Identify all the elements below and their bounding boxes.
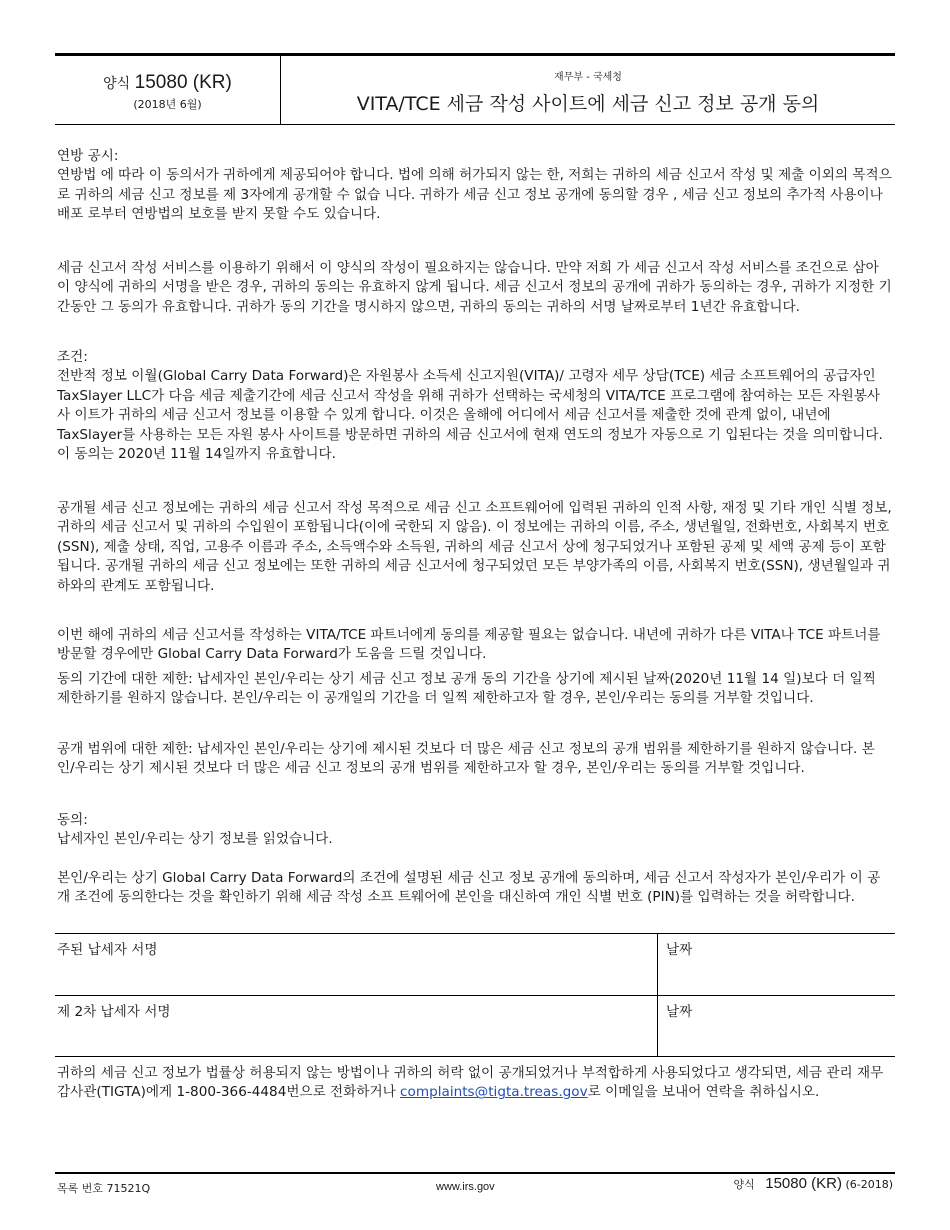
tigta-text-before: 귀하의 세금 신고 정보가 법률상 허용되지 않는 방법이나 귀하의 허락 없이 공개되었거나 부적합하게 사용되었다고 생각되면, 세금 관리 재무 감사관(TIGTA)에게 1-800-366-4484번으로 전화하거나 [57, 1065, 884, 1101]
terms-paragraph-4: 동의 기간에 대한 제한: 납세자인 본인/우리는 상기 세금 신고 정보 공개 동의 기간을 상기에 제시된 날짜(2020년 11월 14 일)보다 더 일찍 제한하기를 원하지 않습니다. 본인/우리는 이 공개일의 기간을 더 일찍 제한하고자 할 경우, 본인/우리는 동의를 거부할 것입니다. [57, 671, 876, 707]
terms-paragraph-5: 공개 범위에 대한 제한: 납세자인 본인/우리는 상기에 제시된 것보다 더 많은 세금 신고 정보의 공개 범위를 제한하기를 원하지 않습니다. 본 인/우리는 상기 제시된 것보다 더 많은 세금 신고 정보의 공개 범위를 제한하고자 할 경우, 본인/우리는 동의를 거부할 것입니다. [57, 741, 875, 777]
consent-paragraph-2: 본인/우리는 상기 Global Carry Data Forward의 조건에 설명된 세금 신고 정보 공개에 동의하며, 세금 신고서 작성자가 본인/우리가 이 공개 조건에 동의한다는 것을 확인하기 위해 세금 작성 소프 트웨어에 본인을 대신하여 개인 식별 번호 (PIN)를 입력하는 것을 허락합니다. [57, 870, 881, 906]
form-title-box [281, 56, 895, 124]
page-title: VITA/TCE 세금 작성 사이트에 세금 신고 정보 공개 동의 [356, 93, 820, 115]
form-date: (2018년 6월) [133, 98, 202, 111]
scope-limit-section [57, 740, 893, 779]
primary-date-field[interactable] [658, 934, 895, 995]
service-text: 세금 신고서 작성 서비스를 이용하기 위해서 이 양식의 작성이 필요하지는 않습니다. 만약 저희 가 세금 신고서 작성 서비스를 조건으로 삼아 이 양식에 귀하의 서명을 받은 경우, 귀하의 동의는 유효하지 않게 됩니다. 세금 신고서 정보의 공개에 귀하가 동의하는 경우, 귀하가 지정한 기간동안 그 동의가 유효합니다. 귀하가 동의 기간을 명시하지 않으면, 귀하의 동의는 귀하의 서명 날짜로부터 1년간 유효합니다. [57, 260, 892, 315]
primary-signature-field[interactable] [55, 934, 658, 995]
duration-limit-section [57, 670, 893, 709]
website-link[interactable]: www.irs.gov [436, 1181, 495, 1193]
primary-date-label: 날짜 [666, 942, 693, 958]
service-section [57, 259, 893, 317]
terms-partner-section [57, 626, 893, 665]
secondary-date-label: 날짜 [666, 1004, 693, 1020]
primary-signature-row [55, 933, 895, 995]
tigta-section [57, 1064, 895, 1103]
footer-form-revision: (6-2018) [845, 1178, 893, 1191]
consent-section [57, 811, 893, 850]
header-bottom-rule [55, 124, 895, 125]
form-id-box [55, 56, 281, 124]
footer-form-prefix: 양식 [733, 1178, 755, 1191]
terms-section [57, 348, 893, 464]
consent-heading: 동의: [57, 812, 88, 828]
footer-form-id [733, 1175, 893, 1192]
secondary-date-field[interactable] [658, 996, 895, 1057]
agency-name: 재무부 - 국세청 [554, 72, 622, 83]
tigta-email-link[interactable]: complaints@tigta.treas.gov [400, 1084, 588, 1101]
terms-heading: 조건: [57, 349, 88, 365]
consent-paragraph-1: 납세자인 본인/우리는 상기 정보를 읽었습니다. [57, 831, 333, 848]
signature-table [55, 933, 895, 1057]
terms-disclosure-section [57, 499, 893, 596]
terms-paragraph-3: 이번 해에 귀하의 세금 신고서를 작성하는 VITA/TCE 파트너에게 동의를 제공할 필요는 없습니다. 내년에 귀하가 다른 VITA나 TCE 파트너를 방문할 경우에만 Global Carry Data Forward가 도움을 드릴 것입니다. [57, 627, 881, 663]
form-prefix: 양식 [103, 76, 131, 92]
catalog-number: 목록 번호 71521Q [57, 1182, 151, 1195]
secondary-signature-row [55, 995, 895, 1057]
federal-notice-section [57, 147, 893, 225]
form-number: 15080 (KR) [134, 72, 232, 93]
footer-form-number: 15080 (KR) [765, 1175, 842, 1192]
footer-rule [55, 1172, 895, 1174]
federal-notice-heading: 연방 공시: [57, 148, 119, 164]
terms-paragraph-1: 전반적 정보 이월(Global Carry Data Forward)은 자원봉사 소득세 신고지원(VITA)/ 고령자 세무 상담(TCE) 세금 소프트웨어의 공급자인 TaxSlayer LLC가 다음 세금 제출기간에 세금 신고서 작성을 위해 귀하가 선택하는 국세청의 VITA/TCE 프로그램에 참여하는 모든 자원봉사 사 이트가 귀하의 세금 신고서 정보를 이용할 수 있게 합니다. 이것은 올해에 어디에서 세금 신고서를 제출한 것에 관계 없이, 내년에 TaxSlayer를 사용하는 모든 자원 봉사 사이트를 방문하면 귀하의 세금 신고서에 현재 연도의 정보가 자동으로 기 입된다는 것을 의미합니다. 이 동의는 2020년 11월 14일까지 유효합니다. [57, 368, 883, 463]
primary-signature-label: 주된 납세자 서명 [57, 942, 158, 958]
terms-paragraph-2: 공개될 세금 신고 정보에는 귀하의 세금 신고서 작성 목적으로 세금 신고 소프트웨어에 입력된 귀하의 인적 사항, 재정 및 기타 개인 식별 정보, 귀하의 세금 신고서 및 귀하의 수입원이 포함됩니다(이에 국한되 지 않음). 이 정보에는 귀하의 이름, 주소, 생년월일, 전화번호, 사회복지 번호(SSN), 제출 상태, 직업, 고용주 이름과 주소, 소득액수와 소득원, 귀하의 세금 신고서 상에 청구되었거나 포함된 공제 및 세액 공제 등이 포함됩니다. 공개될 귀하의 세금 신고 정보에는 또한 귀하의 세금 신고서에 청구되었던 모든 부양가족의 이름, 사회복지 번호(SSN), 생년월일과 귀하와의 관계도 포함됩니다. [57, 500, 892, 594]
consent-pin-section [57, 869, 893, 908]
federal-notice-text: 연방법 에 따라 이 동의서가 귀하에게 제공되어야 합니다. 법에 의해 허가되지 않는 한, 저희는 귀하의 세금 신고서 작성 및 제출 이외의 목적으로 귀하의 세금 신고 정보를 제 3자에게 공개할 수 없습 니다. 귀하가 세금 신고 정보 공개에 동의할 경우 , 세금 신고 정보의 추가적 사용이나 배포 로부터 연방법의 보호를 받지 못할 수도 있습니다. [57, 167, 892, 223]
tigta-text-after: 로 이메일을 보내어 연락을 취하십시오. [587, 1084, 820, 1101]
signature-bottom-rule [55, 1056, 895, 1057]
form-number-line [55, 72, 280, 94]
secondary-signature-field[interactable] [55, 996, 658, 1057]
secondary-signature-label: 제 2차 납세자 서명 [57, 1004, 171, 1020]
